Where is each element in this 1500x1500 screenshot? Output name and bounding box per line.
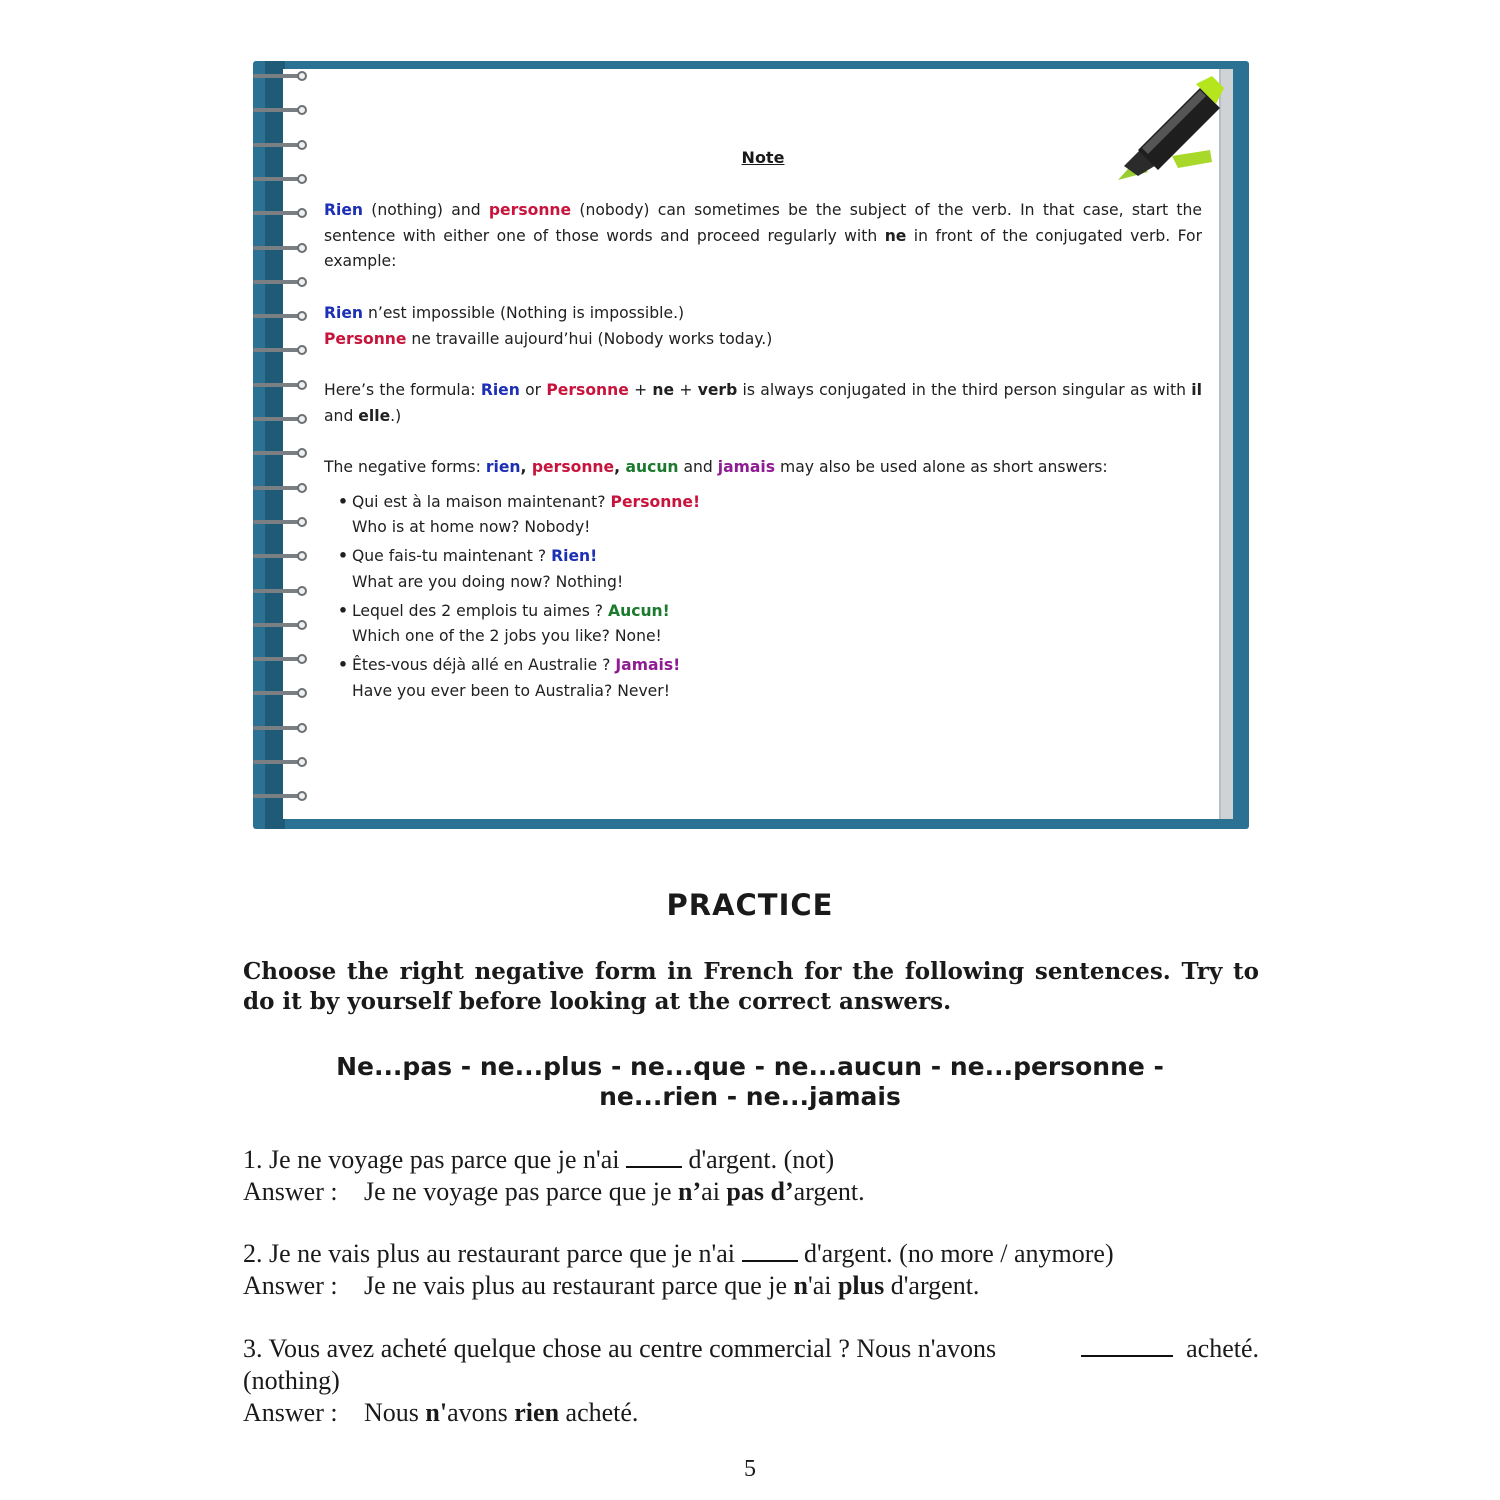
keyword-personne: personne — [488, 201, 572, 219]
exercise-question: 2. Je ne vais plus au restaurant parce que je n'ai d'argent. (no more / anymore) — [243, 1239, 1114, 1268]
spiral-ring — [253, 71, 311, 81]
negative-forms-paragraph: The negative forms: rien, personne, aucun and jamais may also be used alone as short answers: — [324, 457, 1108, 476]
exercise-answer: Answer : Nous n'avons rien acheté. — [243, 1398, 639, 1427]
example-personne: Personne ne travaille aujourd’hui (Nobody works today.) — [324, 329, 773, 348]
spiral-ring — [253, 380, 311, 390]
highlighter-marker-icon — [1108, 76, 1226, 186]
list-item: • Êtes-vous déjà allé en Australie ? Jamais! Have you ever been to Australia? Never! — [338, 653, 1202, 704]
keyword-rien: Rien — [324, 201, 364, 219]
spiral-ring — [253, 414, 311, 424]
note-body — [324, 198, 1202, 707]
spiral-ring — [253, 586, 311, 596]
list-item: • Qui est à la maison maintenant? Personne! Who is at home now? Nobody! — [338, 490, 1202, 541]
exercise-1 — [243, 1144, 1259, 1208]
keyword-ne: ne — [884, 226, 907, 245]
negative-forms-list: Ne...pas - ne...plus - ne...que - ne...aucun - ne...personne - ne...rien - ne...jamais — [336, 1052, 1164, 1111]
spiral-ring — [253, 345, 311, 355]
practice-instructions: Choose the right negative form in French for the following sentences. Try to do it by yourself before looking at the correct answers. — [243, 958, 1259, 1015]
spiral-ring — [253, 620, 311, 630]
answer-blank — [1081, 1337, 1173, 1357]
note-paragraph-subject: Rien (nothing) and personne (nobody) can sometimes be the subject of the verb. In that case, start the sentence with either one of those words and proceed regularly with ne in front of the conjugated verb. For example: — [324, 201, 1203, 271]
exercise-3 — [243, 1333, 1259, 1429]
exercise-hint: (nothing) — [243, 1366, 340, 1395]
answer-blank — [742, 1242, 798, 1262]
list-item: • Lequel des 2 emplois tu aimes ? Aucun! Which one of the 2 jobs you like? None! — [338, 599, 1202, 650]
spiral-ring — [253, 551, 311, 561]
spiral-ring — [253, 517, 311, 527]
spiral-ring — [253, 483, 311, 493]
spiral-ring — [253, 688, 311, 698]
spiral-ring — [253, 208, 311, 218]
spiral-ring — [253, 243, 311, 253]
spiral-ring — [253, 723, 311, 733]
spiral-ring — [253, 174, 311, 184]
spiral-rings — [253, 71, 313, 811]
short-answer-list — [338, 490, 1202, 705]
exercise-answer: Answer : Je ne voyage pas parce que je n’ai pas d’argent. — [243, 1177, 865, 1206]
spiral-ring — [253, 311, 311, 321]
spiral-ring — [253, 757, 311, 767]
answer-blank — [626, 1148, 682, 1168]
formula-paragraph: Here’s the formula: Rien or Personne + ne + verb is always conjugated in the third person singular as with il and elle.) — [324, 380, 1202, 425]
spiral-ring — [253, 791, 311, 801]
exercise-question: 3. Vous avez acheté quelque chose au centre commercial ? Nous n'avons acheté. — [243, 1334, 1259, 1363]
spiral-ring — [253, 448, 311, 458]
practice-heading: PRACTICE — [666, 888, 834, 922]
spiral-ring — [253, 654, 311, 664]
exercise-2 — [243, 1238, 1259, 1302]
exercise-answer: Answer : Je ne vais plus au restaurant parce que je n'ai plus d'argent. — [243, 1271, 980, 1300]
note-title: Note — [741, 148, 785, 167]
spiral-ring — [253, 105, 311, 115]
spiral-ring — [253, 277, 311, 287]
example-rien: Rien n’est impossible (Nothing is impossible.) — [324, 303, 685, 322]
page-number: 5 — [744, 1456, 756, 1482]
exercise-question: 1. Je ne voyage pas parce que je n'ai d'argent. (not) — [243, 1145, 835, 1174]
list-item: • Que fais-tu maintenant ? Rien! What are you doing now? Nothing! — [338, 544, 1202, 595]
